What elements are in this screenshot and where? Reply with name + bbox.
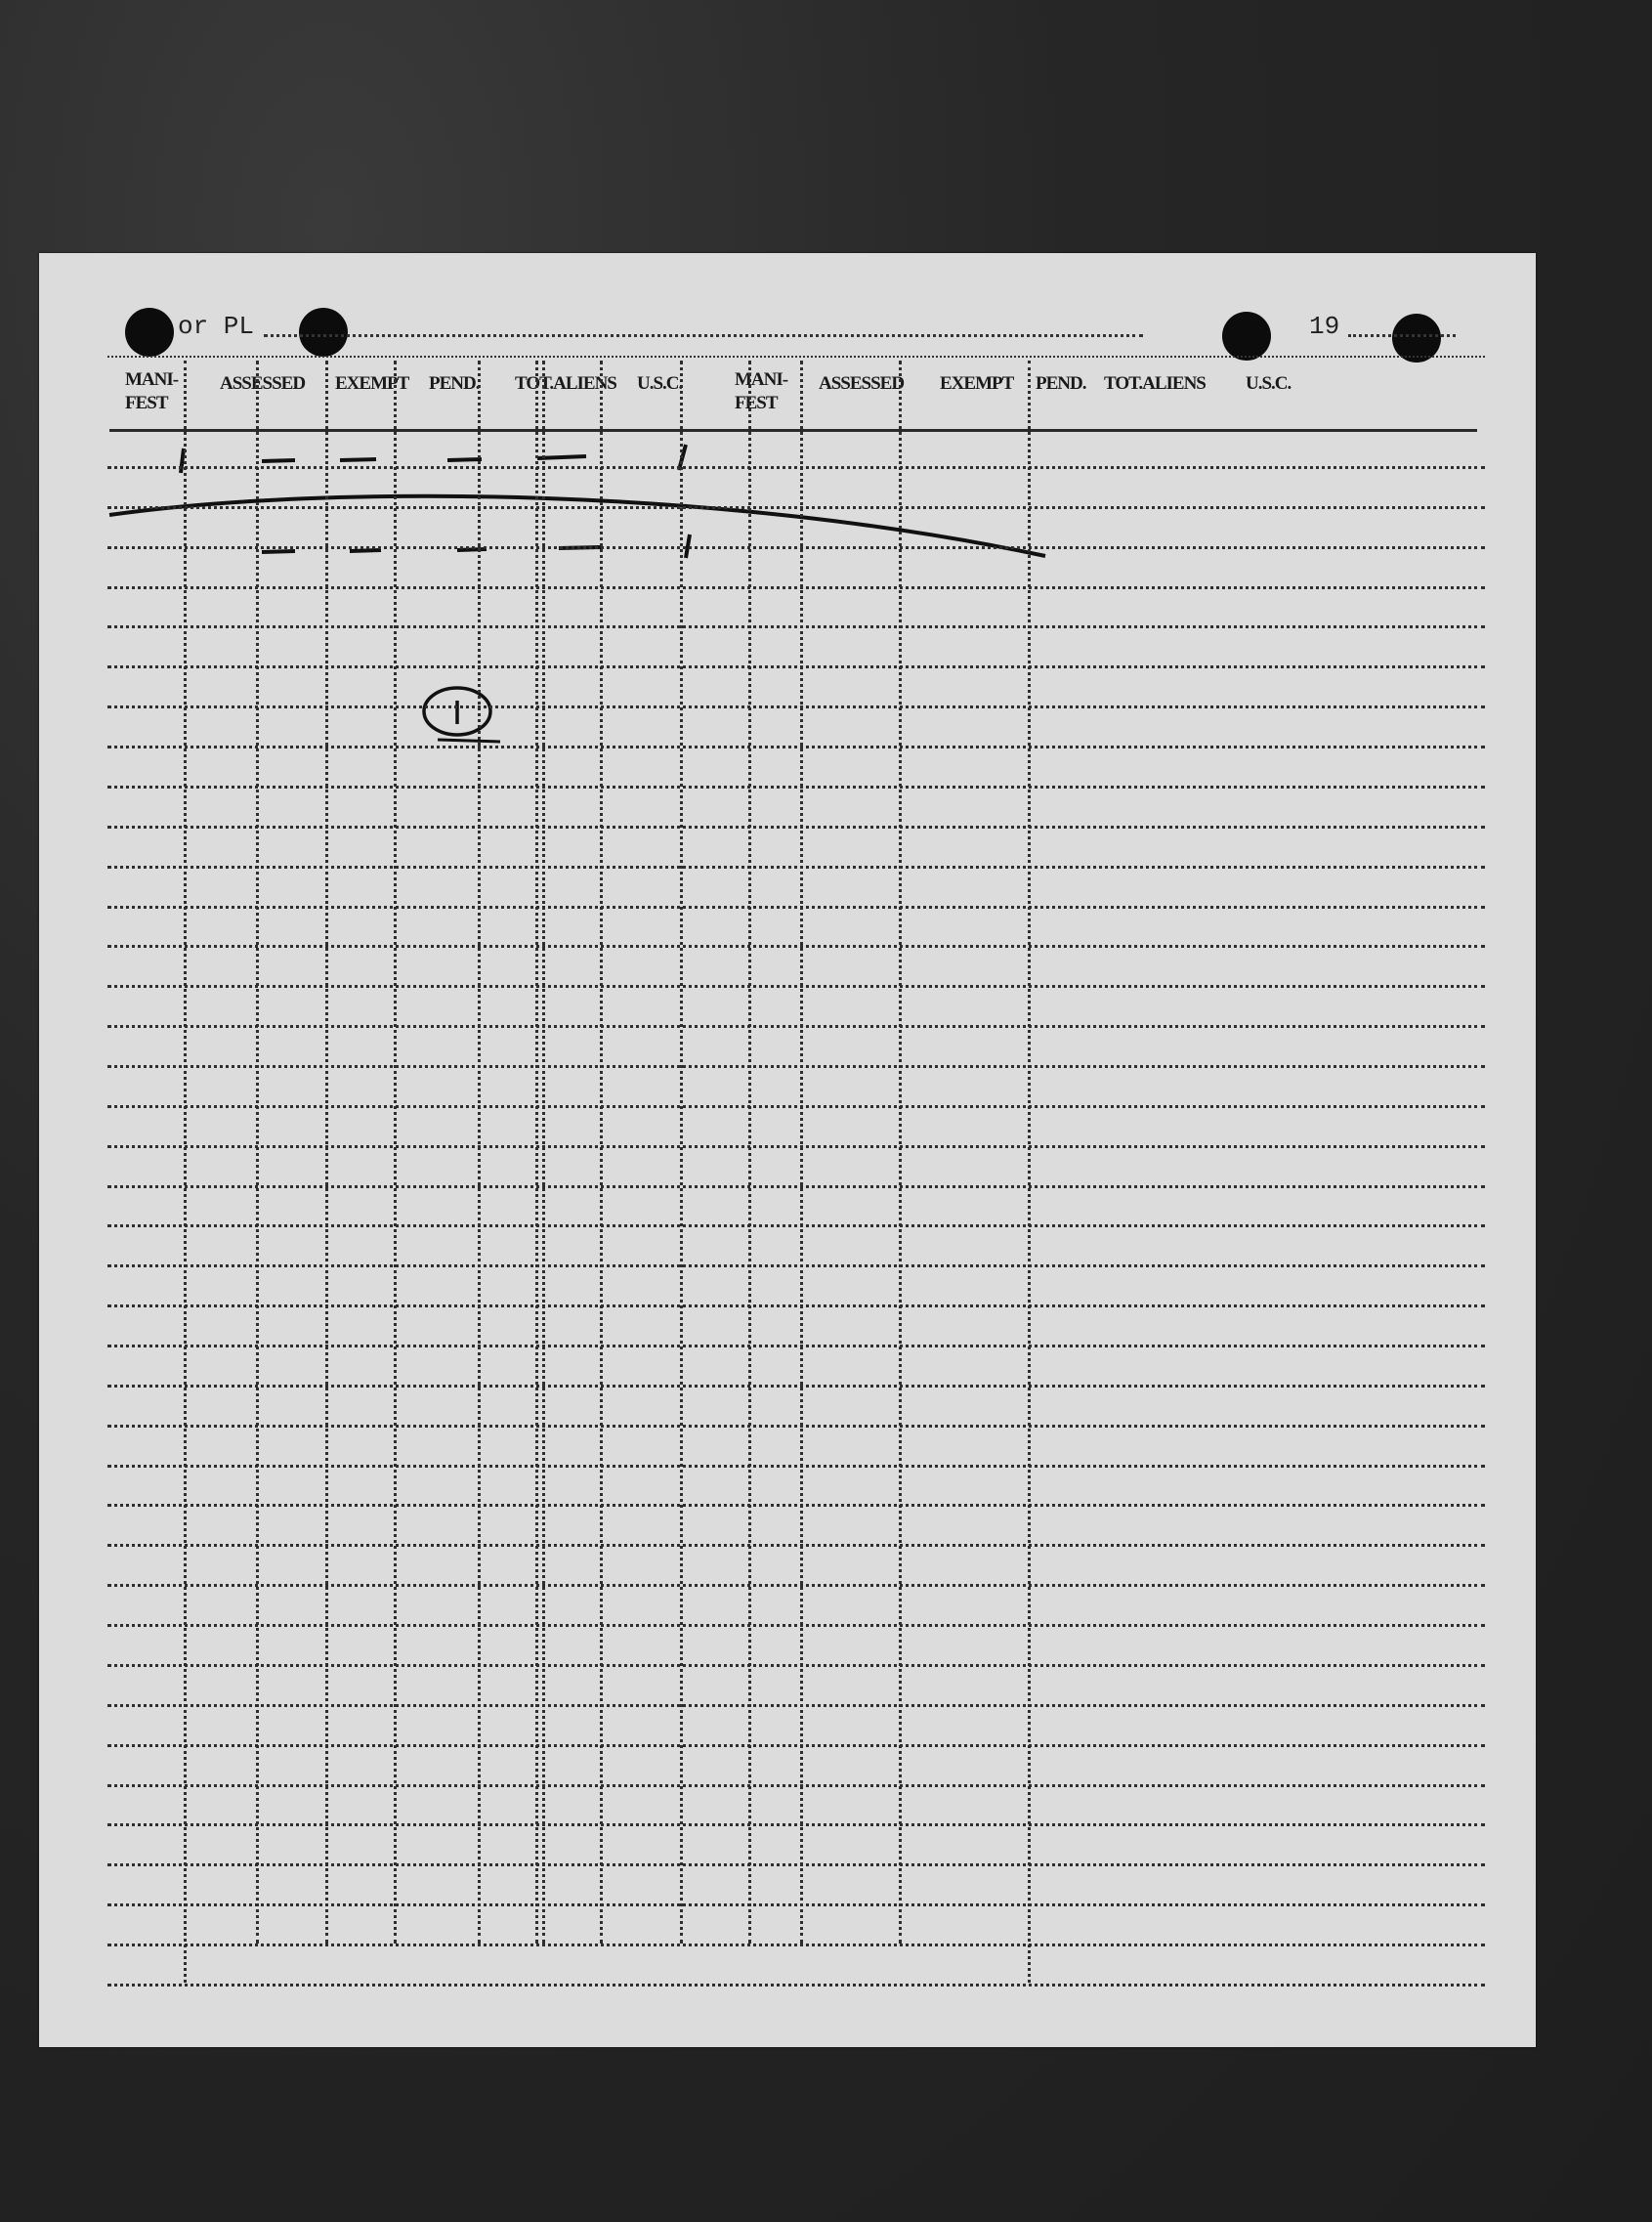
grid-row-line bbox=[107, 906, 1485, 909]
grid-row-line bbox=[107, 625, 1485, 628]
grid-row-line bbox=[107, 546, 1485, 549]
grid-column-line bbox=[800, 361, 803, 1944]
grid-row-line bbox=[107, 1264, 1485, 1267]
grid-row-line bbox=[107, 1704, 1485, 1707]
grid-row-line bbox=[107, 1145, 1485, 1148]
ink-row3-assessed bbox=[262, 551, 295, 552]
grid-row-line bbox=[107, 1944, 1485, 1946]
grid-column-line bbox=[1028, 361, 1031, 1983]
ink-circle-underline bbox=[438, 740, 500, 742]
col-head-manifest-left: MANI- FEST bbox=[125, 369, 179, 413]
form-sheet bbox=[39, 253, 1536, 2047]
grid-row-line bbox=[107, 1903, 1485, 1906]
col-head-pend-right: PEND. bbox=[1036, 373, 1086, 394]
grid-row-line bbox=[107, 826, 1485, 829]
col-head-totaliens-right: TOT.ALIENS bbox=[1104, 373, 1206, 394]
grid-column-line bbox=[680, 361, 683, 1944]
ink-row1-exempt bbox=[340, 459, 376, 460]
grid-row-line bbox=[107, 1425, 1485, 1428]
col-head-exempt-left: EXEMPT bbox=[335, 373, 409, 394]
grid-row-line bbox=[107, 985, 1485, 988]
grid-row-line bbox=[107, 1304, 1485, 1307]
grid-row-line bbox=[107, 1345, 1485, 1347]
grid-row-line bbox=[107, 1185, 1485, 1188]
grid-row-line bbox=[107, 1544, 1485, 1547]
grid-row-line bbox=[107, 506, 1485, 509]
grid-column-line bbox=[899, 361, 902, 1944]
grid-column-line bbox=[256, 361, 259, 1944]
col-head-pend-left: PEND. bbox=[429, 373, 480, 394]
grid-row-line bbox=[107, 1224, 1485, 1227]
grid-row-line bbox=[107, 705, 1485, 708]
grid-row-line bbox=[107, 1784, 1485, 1787]
grid-row-line bbox=[107, 746, 1485, 748]
grid-column-line bbox=[542, 361, 545, 1944]
grid-row-line bbox=[107, 586, 1485, 589]
grid-column-line bbox=[600, 361, 603, 1944]
grid-column-line bbox=[478, 361, 481, 1944]
grid-row-line bbox=[107, 1744, 1485, 1747]
col-head-assessed-right: ASSESSED bbox=[819, 373, 905, 394]
grid-row-line bbox=[107, 1385, 1485, 1388]
grid-row-line bbox=[107, 665, 1485, 668]
col-head-usc-left: U.S.C. bbox=[637, 373, 683, 394]
grid-column-line bbox=[184, 361, 187, 1983]
grid-column-line bbox=[535, 361, 538, 1944]
grid-row-line bbox=[107, 1984, 1485, 1987]
ink-row3-pend bbox=[457, 549, 487, 550]
grid-row-line bbox=[107, 1584, 1485, 1587]
col-head-totaliens-left: TOT.ALIENS bbox=[515, 373, 616, 394]
grid-column-line bbox=[394, 361, 397, 1944]
grid-row-line bbox=[107, 945, 1485, 948]
col-head-exempt-right: EXEMPT bbox=[940, 373, 1014, 394]
col-head-manifest-right: MANI- FEST bbox=[735, 369, 788, 413]
grid-row-line bbox=[107, 786, 1485, 789]
grid-row-line bbox=[107, 1664, 1485, 1667]
grid-row-line bbox=[107, 1025, 1485, 1028]
grid-row-line bbox=[107, 1504, 1485, 1507]
grid-row-line bbox=[107, 1823, 1485, 1826]
col-head-usc-right: U.S.C. bbox=[1246, 373, 1292, 394]
grid-column-line bbox=[748, 361, 751, 1944]
grid-row-line bbox=[107, 1065, 1485, 1068]
col-head-assessed-left: ASSESSED bbox=[220, 373, 306, 394]
header-year: 19 bbox=[1309, 312, 1340, 341]
grid-column-line bbox=[325, 361, 328, 1944]
handwriting-layer bbox=[39, 253, 1536, 2047]
grid-row-line bbox=[107, 1863, 1485, 1866]
grid-row-line bbox=[107, 1624, 1485, 1627]
grid-row-line bbox=[107, 1465, 1485, 1468]
header-prefix: or PL bbox=[178, 312, 255, 341]
grid-row-line bbox=[107, 466, 1485, 469]
ink-row1-assessed bbox=[262, 460, 295, 461]
ink-row1-pend bbox=[447, 459, 482, 460]
grid-row-line bbox=[107, 1105, 1485, 1108]
grid-row-line bbox=[107, 866, 1485, 869]
ink-row3-exempt bbox=[350, 550, 381, 551]
